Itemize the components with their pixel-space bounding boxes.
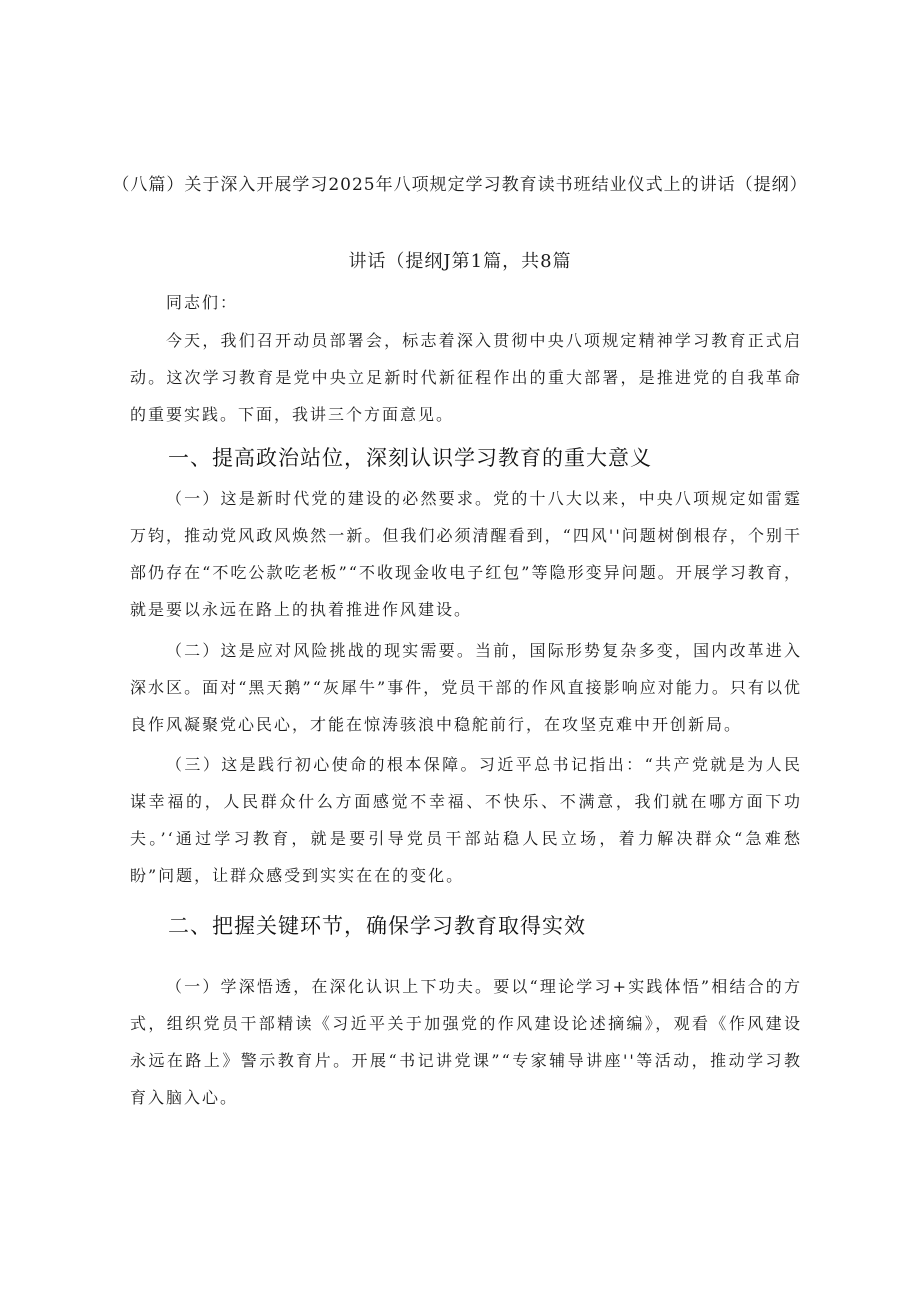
section-1-paragraph-1: （一）这是新时代党的建设的必然要求。党的十八大以来，中央八项规定如雷霆万钧，推动党风政风焕然一新。但我们必须清醒看到，“四风''问题树倒根存，个别干部仍存在“不吃公款吃老板”“不收现金收电子红包”等隐形变异问题。开展学习教育，就是要以永远在路上的执着推进作风建设。 [130,489,802,619]
section-heading-2: 二、把握关键环节，确保学习教育取得实效 [168,914,586,938]
document-subtitle: 讲话（提纲J第1篇，共8篇 [348,251,572,272]
section-1-paragraph-2: （二）这是应对风险挑战的现实需要。当前，国际形势复杂多变，国内改革进入深水区。面对“黑天鹅”“灰犀牛”事件，党员干部的作风直接影响应对能力。只有以优良作风凝聚党心民心，才能在惊涛骇浪中稳舵前行，在攻坚克难中开创新局。 [130,641,802,734]
intro-paragraph: 今天，我们召开动员部署会，标志着深入贯彻中央八项规定精神学习教育正式启动。这次学习教育是党中央立足新时代新征程作出的重大部署，是推进党的自我革命的重要实践。下面，我讲三个方面意见。 [130,331,802,424]
section-heading-1: 一、提高政治站位，深刻认识学习教育的重大意义 [168,446,652,470]
salutation: 同志们： [166,293,239,312]
section-2-paragraph-1: （一）学深悟透，在深化认识上下功夫。要以“理论学习+实践体悟”相结合的方式，组织党员干部精读《习近平关于加强党的作风建设论述摘编》，观看《作风建设永远在路上》警示教育片。开展“书记讲党课”“专家辅导讲座''等活动，推动学习教育入脑入心。 [130,977,802,1107]
document-title: （八篇）关于深入开展学习2025年八项规定学习教育读书班结业仪式上的讲话（提纲） [112,175,808,195]
section-1-paragraph-3: （三）这是践行初心使命的根本保障。习近平总书记指出：“共产党就是为人民谋幸福的，人民群众什么方面感觉不幸福、不快乐、不满意，我们就在哪方面下功夫。’‘通过学习教育，就是要引导党员干部站稳人民立场，着力解决群众“急难愁盼”问题，让群众感受到实实在在的变化。 [130,755,802,885]
